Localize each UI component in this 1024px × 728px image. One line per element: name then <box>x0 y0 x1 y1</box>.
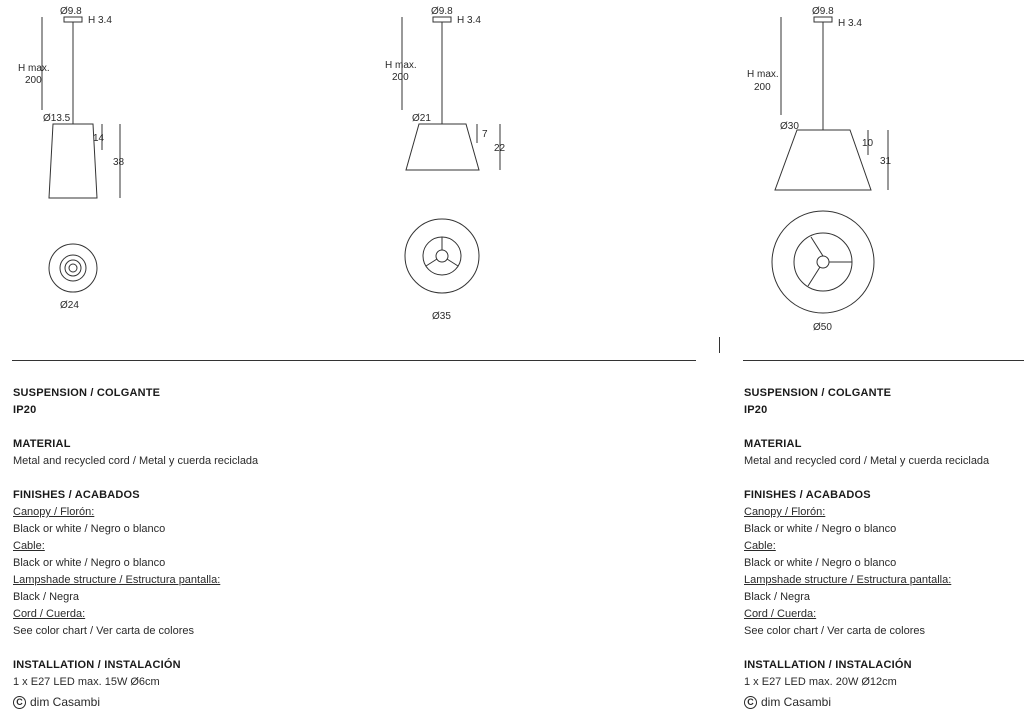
lamp-1-canopy-diameter: Ø9.8 <box>60 6 82 17</box>
cable-value: Black or white / Negro o blanco <box>744 557 897 569</box>
lampshade-value: Black / Negra <box>13 591 80 603</box>
lamp-2-hmax-value: 200 <box>392 72 409 83</box>
casambi-c-icon: C <box>744 696 757 709</box>
lamp-1-elevation <box>42 17 120 198</box>
cord-value: See color chart / Ver carta de colores <box>13 625 194 637</box>
material-heading: MATERIAL <box>744 438 802 450</box>
spec-block-right <box>744 385 1024 711</box>
section-divider-right <box>743 360 1024 361</box>
lamp-1-top-diameter: Ø13.5 <box>43 113 71 124</box>
lamp-3-height-2: 31 <box>880 156 892 167</box>
lamp-3-height-1: 10 <box>862 138 874 149</box>
lampshade-label: Lampshade structure / Estructura pantalla: <box>744 574 952 586</box>
material-text: Metal and recycled cord / Metal y cuerda reciclada <box>744 455 990 467</box>
column-separator <box>719 337 720 353</box>
casambi-badge <box>744 694 1024 711</box>
cord-label: Cord / Cuerda: <box>13 608 86 620</box>
lamp-3-top-diameter: Ø30 <box>780 121 799 132</box>
lamp-2-canopy-diameter: Ø9.8 <box>431 6 453 17</box>
lamp-2-elevation <box>402 17 500 170</box>
lamp-1-hmax-label: H max. <box>18 63 50 74</box>
lamp-2-plan <box>405 219 479 293</box>
installation-heading: INSTALLATION / INSTALACIÓN <box>13 659 181 671</box>
canopy-value: Black or white / Negro o blanco <box>744 523 897 535</box>
section-divider-left <box>12 360 696 361</box>
lamp-1-plan <box>49 244 97 292</box>
canopy-label: Canopy / Florón: <box>13 506 95 518</box>
lamp-3-canopy-diameter: Ø9.8 <box>812 6 834 17</box>
casambi-badge <box>13 694 313 711</box>
lamp-2-plan-diameter: Ø35 <box>432 311 451 322</box>
finishes-heading: FINISHES / ACABADOS <box>13 489 140 501</box>
lamp-1-hmax-value: 200 <box>25 75 42 86</box>
material-heading: MATERIAL <box>13 438 71 450</box>
canopy-value: Black or white / Negro o blanco <box>13 523 166 535</box>
cord-label: Cord / Cuerda: <box>744 608 817 620</box>
ip-rating: IP20 <box>13 404 37 416</box>
lamp-2-top-diameter: Ø21 <box>412 113 431 124</box>
lampshade-label: Lampshade structure / Estructura pantalla: <box>13 574 221 586</box>
lamp-2-hmax-label: H max. <box>385 60 417 71</box>
spec-block-left <box>13 385 313 711</box>
lamp-3-hmax-value: 200 <box>754 82 771 93</box>
installation-text: 1 x E27 LED max. 15W Ø6cm <box>13 676 160 688</box>
cable-value: Black or white / Negro o blanco <box>13 557 166 569</box>
material-text: Metal and recycled cord / Metal y cuerda reciclada <box>13 455 259 467</box>
casambi-label: dim Casambi <box>761 695 832 709</box>
product-type: SUSPENSION / COLGANTE <box>13 387 161 399</box>
product-type: SUSPENSION / COLGANTE <box>744 387 892 399</box>
lamp-3-canopy-height: H 3.4 <box>838 18 862 29</box>
lamp-3-plan <box>772 211 874 313</box>
casambi-label: dim Casambi <box>30 695 101 709</box>
lamp-1-height-1: 14 <box>93 133 105 144</box>
finishes-heading: FINISHES / ACABADOS <box>744 489 871 501</box>
lamp-3-hmax-label: H max. <box>747 69 779 80</box>
technical-drawings <box>0 0 1024 350</box>
ip-rating: IP20 <box>744 404 768 416</box>
lamp-2-height-2: 22 <box>494 143 506 154</box>
cable-label: Cable: <box>13 540 45 552</box>
lamp-1-plan-diameter: Ø24 <box>60 300 79 311</box>
lamp-2-height-1: 7 <box>482 129 488 140</box>
casambi-c-icon: C <box>13 696 26 709</box>
lamp-3-plan-diameter: Ø50 <box>813 322 832 333</box>
cord-value: See color chart / Ver carta de colores <box>744 625 925 637</box>
installation-heading: INSTALLATION / INSTALACIÓN <box>744 659 912 671</box>
lamp-3-elevation <box>775 17 888 190</box>
canopy-label: Canopy / Florón: <box>744 506 826 518</box>
lamp-1-canopy-height: H 3.4 <box>88 15 112 26</box>
cable-label: Cable: <box>744 540 776 552</box>
installation-text: 1 x E27 LED max. 20W Ø12cm <box>744 676 897 688</box>
lamp-1-height-2: 38 <box>113 157 125 168</box>
lampshade-value: Black / Negra <box>744 591 811 603</box>
lamp-2-canopy-height: H 3.4 <box>457 15 481 26</box>
